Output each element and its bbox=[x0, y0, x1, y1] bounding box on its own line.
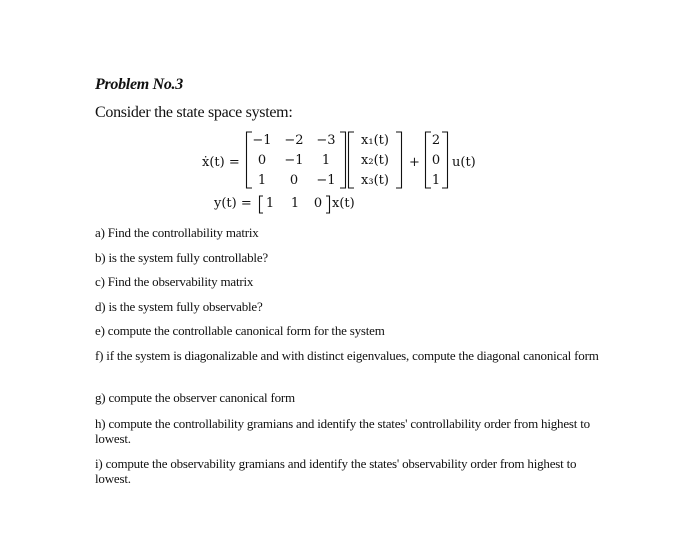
matrix-a-cell: −2 bbox=[284, 133, 304, 148]
matrix-c-right-bracket bbox=[325, 195, 331, 214]
state-vector-right-bracket bbox=[395, 131, 403, 189]
matrix-a-cell: 1 bbox=[257, 173, 267, 188]
problem-title: Problem No.3 bbox=[95, 76, 183, 93]
question-item: f) if the system is diagonalizable and with distinct eigenvalues, compute the diagonal canonical form bbox=[95, 348, 599, 363]
matrix-a-cell: −3 bbox=[316, 133, 336, 148]
output-state: x(t) bbox=[332, 196, 355, 211]
matrix-a-cell: 0 bbox=[289, 173, 299, 188]
question-item: e) compute the controllable canonical form for the system bbox=[95, 323, 385, 338]
matrix-a-cell: −1 bbox=[284, 153, 304, 168]
matrix-b-cell: 0 bbox=[431, 153, 441, 168]
matrix-a-right-bracket bbox=[339, 131, 347, 189]
matrix-b-right-bracket bbox=[441, 131, 449, 189]
question-item: b) is the system fully controllable? bbox=[95, 250, 268, 265]
question-item: i) compute the observability gramians and identify the states' observability order from highest to lowest. bbox=[95, 456, 577, 486]
matrix-b-cell: 1 bbox=[431, 173, 441, 188]
state-vector-cell: x₃(t) bbox=[361, 173, 389, 188]
matrix-a-cell: 1 bbox=[321, 153, 331, 168]
output-equation-lhs: y(t) = bbox=[214, 196, 252, 211]
input-signal: u(t) bbox=[452, 155, 476, 170]
question-item: d) is the system fully observable? bbox=[95, 299, 263, 314]
question-item: a) Find the controllability matrix bbox=[95, 225, 259, 240]
matrix-a-cell: −1 bbox=[252, 133, 272, 148]
state-equation-lhs: ẋ(t) = bbox=[202, 155, 240, 170]
question-item: g) compute the observer canonical form bbox=[95, 390, 295, 405]
intro-text: Consider the state space system: bbox=[95, 104, 293, 121]
question-item: c) Find the observability matrix bbox=[95, 274, 254, 289]
matrix-b-cell: 2 bbox=[431, 133, 441, 148]
matrix-c-cell: 0 bbox=[313, 196, 323, 211]
matrix-a-cell: 0 bbox=[257, 153, 267, 168]
question-item: h) compute the controllability gramians and identify the states' controllability order from highest to lowest. bbox=[95, 416, 590, 446]
plus-sign: + bbox=[409, 155, 420, 170]
state-vector-cell: x₂(t) bbox=[361, 153, 389, 168]
matrix-c-cell: 1 bbox=[265, 196, 275, 211]
state-vector-cell: x₁(t) bbox=[361, 133, 389, 148]
matrix-a-cell: −1 bbox=[316, 173, 336, 188]
matrix-c-cell: 1 bbox=[290, 196, 300, 211]
